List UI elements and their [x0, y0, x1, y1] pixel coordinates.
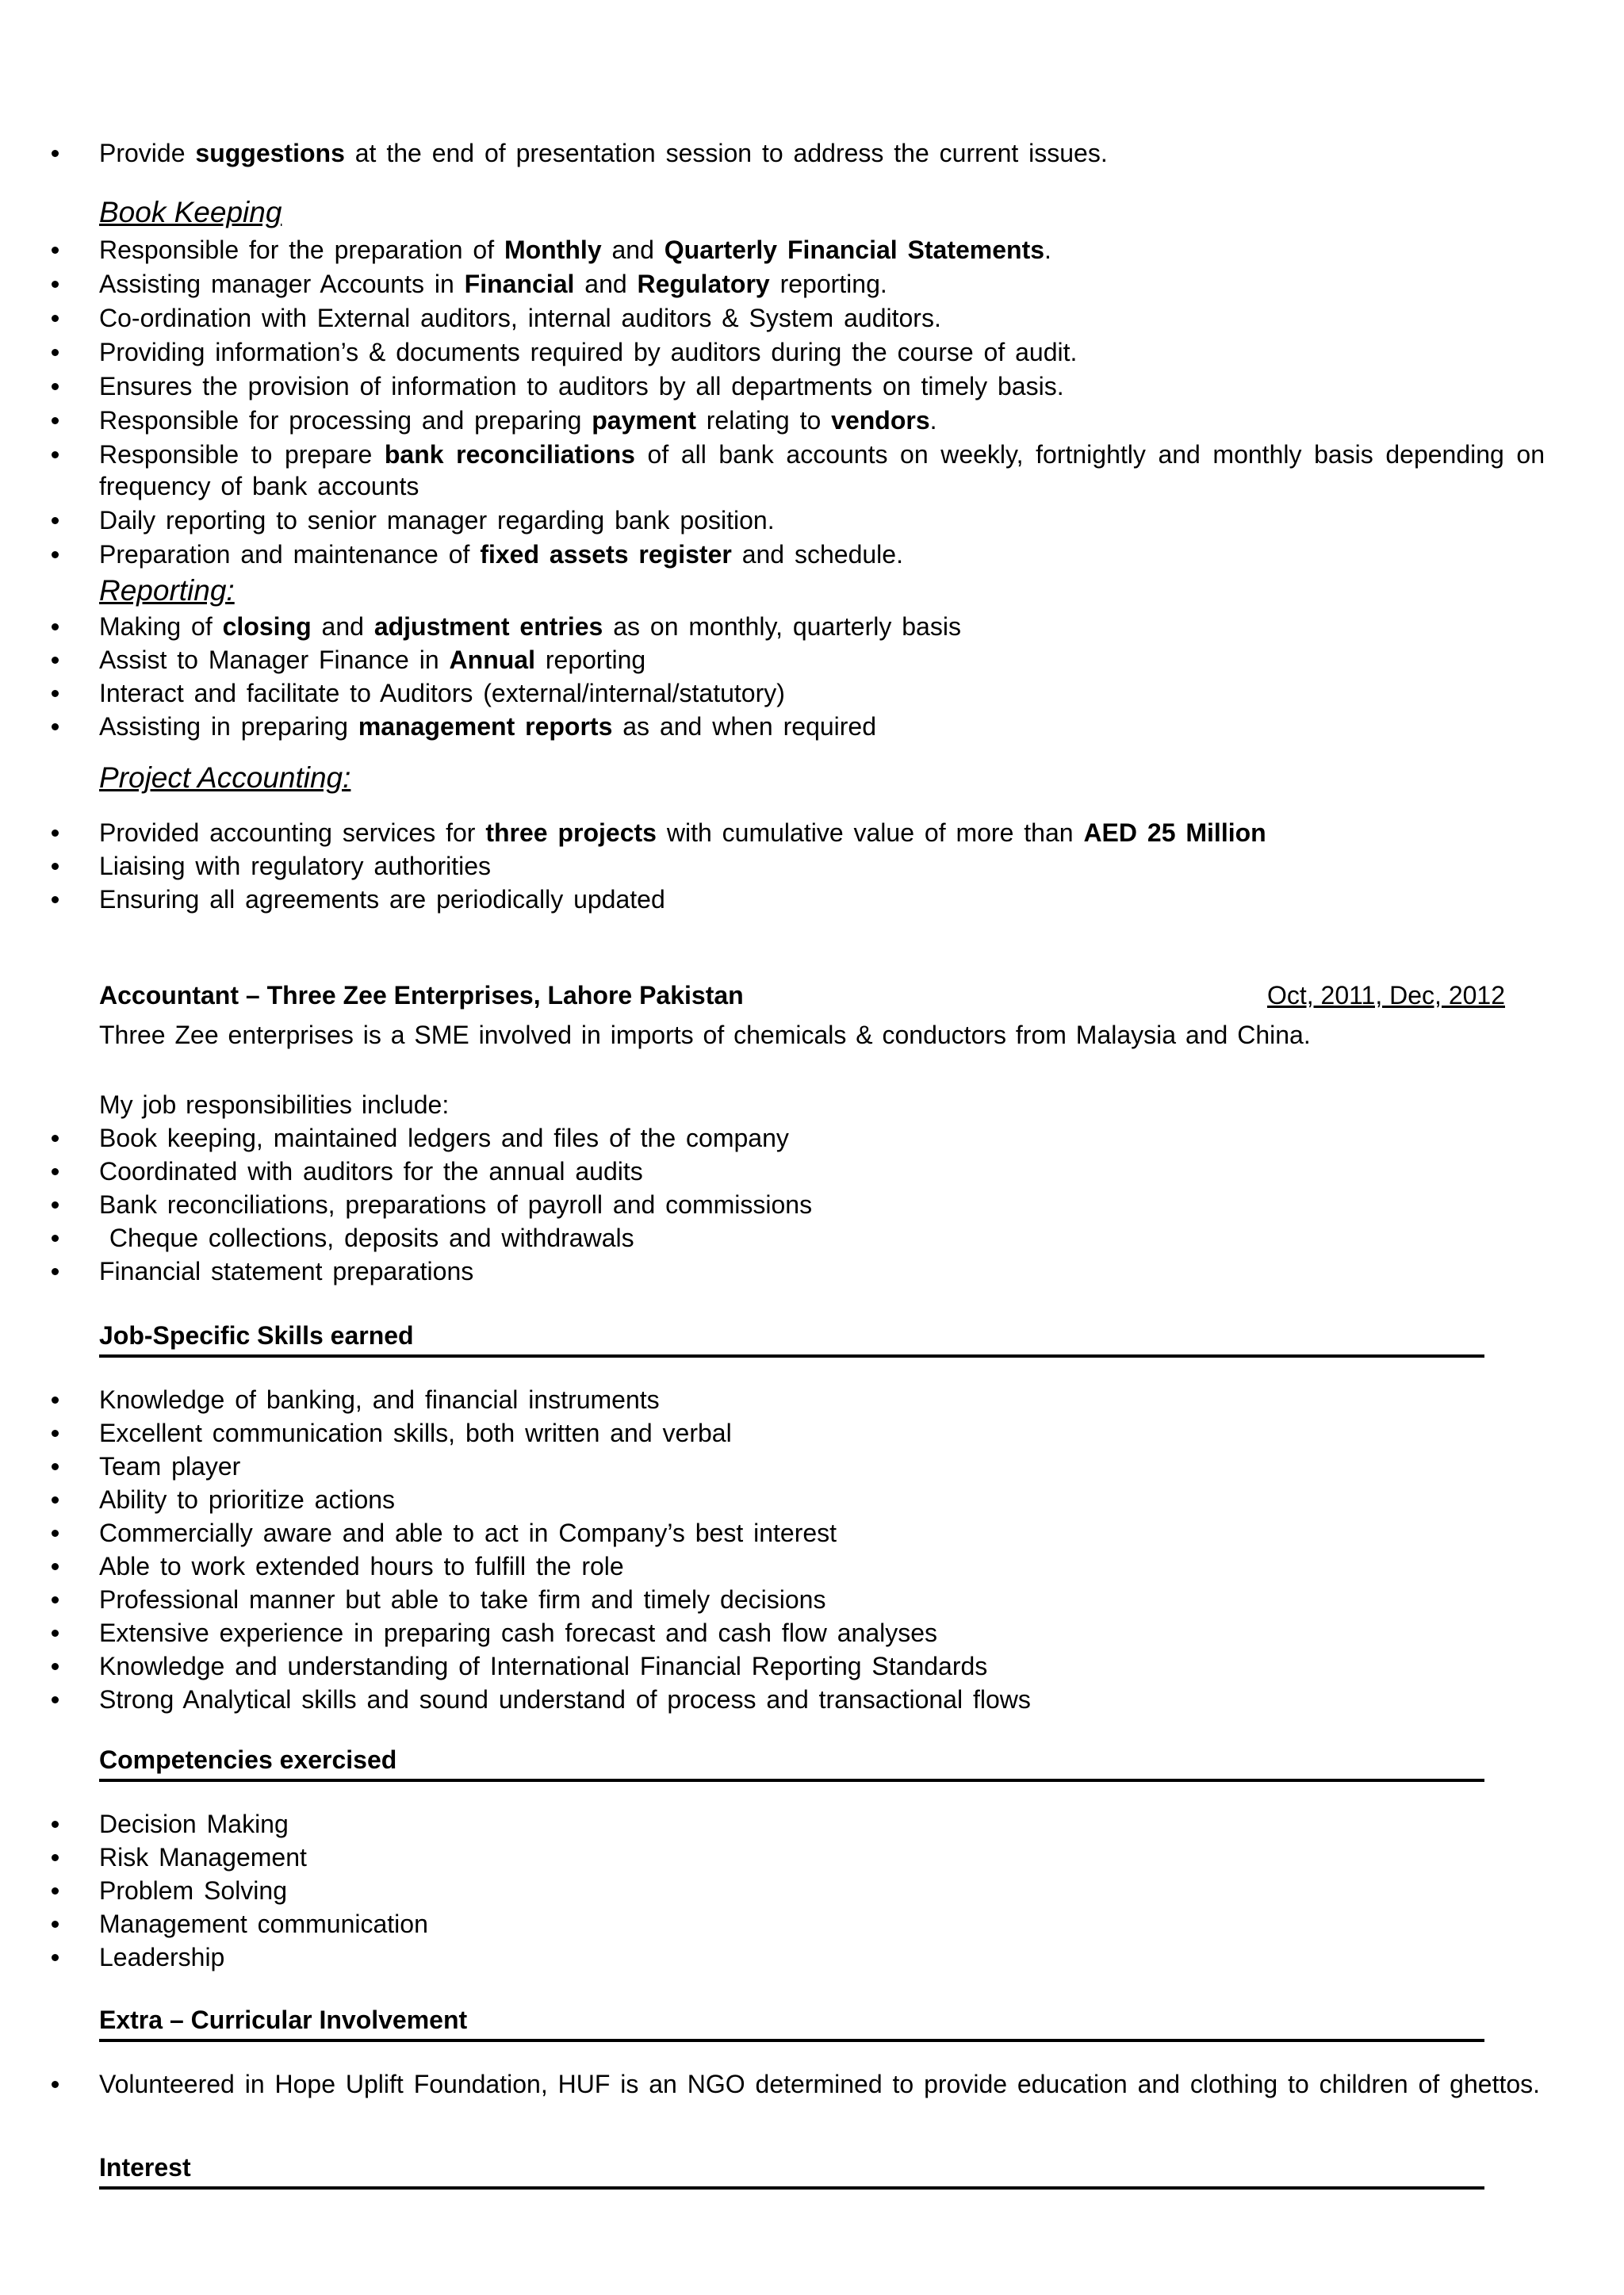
list-item: Leadership [0, 1941, 1624, 1973]
list-item: Ability to prioritize actions [0, 1484, 1624, 1515]
list-item: Provide suggestions at the end of presentation session to address the current issues. [0, 137, 1525, 169]
list-item: Assisting manager Accounts in Financial and Regulatory reporting. [0, 268, 1624, 300]
list-item: Provided accounting services for three projects with cumulative value of more than AED 25 Million [0, 817, 1624, 849]
skills-list [0, 1384, 1624, 1715]
list-item: Interact and facilitate to Auditors (external/internal/statutory) [0, 677, 1624, 709]
list-item: Bank reconciliations, preparations of payroll and commissions [0, 1189, 1624, 1220]
list-item: Responsible for the preparation of Monthly and Quarterly Financial Statements. [0, 234, 1624, 266]
list-item: Professional manner but able to take firm and timely decisions [0, 1584, 1624, 1615]
list-item: Coordinated with auditors for the annual audits [0, 1155, 1624, 1187]
reporting-list [0, 611, 1624, 742]
list-item: Financial statement preparations [0, 1255, 1624, 1287]
list-item: Knowledge of banking, and financial instruments [0, 1384, 1624, 1416]
job-title: Accountant – Three Zee Enterprises, Lahore Pakistan [99, 981, 744, 1010]
list-item: Decision Making [0, 1808, 1624, 1840]
skills-heading: Job-Specific Skills earned [99, 1320, 1484, 1358]
job-dates: Oct, 2011, Dec, 2012 [1266, 981, 1505, 1010]
list-item: Able to work extended hours to fulfill the role [0, 1550, 1624, 1582]
list-item: Strong Analytical skills and sound understand of process and transactional flows [0, 1684, 1624, 1715]
list-item: Book keeping, maintained ledgers and files of the company [0, 1122, 1624, 1154]
list-item: Ensures the provision of information to auditors by all departments on timely basis. [0, 370, 1624, 402]
list-item: Risk Management [0, 1841, 1624, 1873]
list-item: Knowledge and understanding of International Financial Reporting Standards [0, 1650, 1624, 1682]
list-item: Assisting in preparing management reports as and when required [0, 711, 1624, 742]
list-item: Extensive experience in preparing cash forecast and cash flow analyses [0, 1617, 1624, 1649]
list-item: Ensuring all agreements are periodically updated [0, 883, 1624, 915]
project-accounting-heading: Project Accounting: [99, 761, 351, 794]
project-accounting-list [0, 817, 1624, 915]
interest-heading: Interest [99, 2151, 1484, 2190]
list-item: Problem Solving [0, 1875, 1624, 1906]
list-item: Co-ordination with External auditors, internal auditors & System auditors. [0, 302, 1624, 334]
list-item: Cheque collections, deposits and withdrawals [0, 1222, 1624, 1254]
job-responsibilities-intro: My job responsibilities include: [99, 1090, 450, 1119]
list-item: Providing information’s & documents required by auditors during the course of audit. [0, 336, 1624, 368]
reporting-heading: Reporting: [99, 574, 235, 607]
list-item: Excellent communication skills, both written and verbal [0, 1417, 1624, 1449]
list-item: Liaising with regulatory authorities [0, 850, 1624, 882]
list-item: Responsible for processing and preparing payment relating to vendors. [0, 404, 1624, 436]
list-item: Team player [0, 1450, 1624, 1482]
list-item: Commercially aware and able to act in Company’s best interest [0, 1517, 1624, 1549]
intro-list [0, 137, 1525, 169]
job-responsibilities-list [0, 1122, 1624, 1287]
book-keeping-heading: Book Keeping [99, 196, 282, 228]
competencies-list [0, 1808, 1624, 1973]
list-item: Management communication [0, 1908, 1624, 1940]
list-item: Volunteered in Hope Uplift Foundation, HUF is an NGO determined to provide education and clothing to children of ghettos. [0, 2068, 1624, 2100]
list-item: Daily reporting to senior manager regarding bank position. [0, 504, 1624, 536]
list-item: Preparation and maintenance of fixed assets register and schedule. [0, 538, 1624, 570]
book-keeping-list [0, 234, 1624, 570]
job-description: Three Zee enterprises is a SME involved in imports of chemicals & conductors from Malaysia and China. [99, 1021, 1311, 1049]
extra-curricular-heading: Extra – Curricular Involvement [99, 2004, 1484, 2042]
extra-curricular-list [0, 2068, 1624, 2100]
list-item: Responsible to prepare bank reconciliations of all bank accounts on weekly, fortnightly and monthly basis depending on frequency of bank accounts [0, 439, 1624, 502]
list-item: Making of closing and adjustment entries as on monthly, quarterly basis [0, 611, 1624, 642]
list-item: Assist to Manager Finance in Annual reporting [0, 644, 1624, 676]
competencies-heading: Competencies exercised [99, 1744, 1484, 1782]
